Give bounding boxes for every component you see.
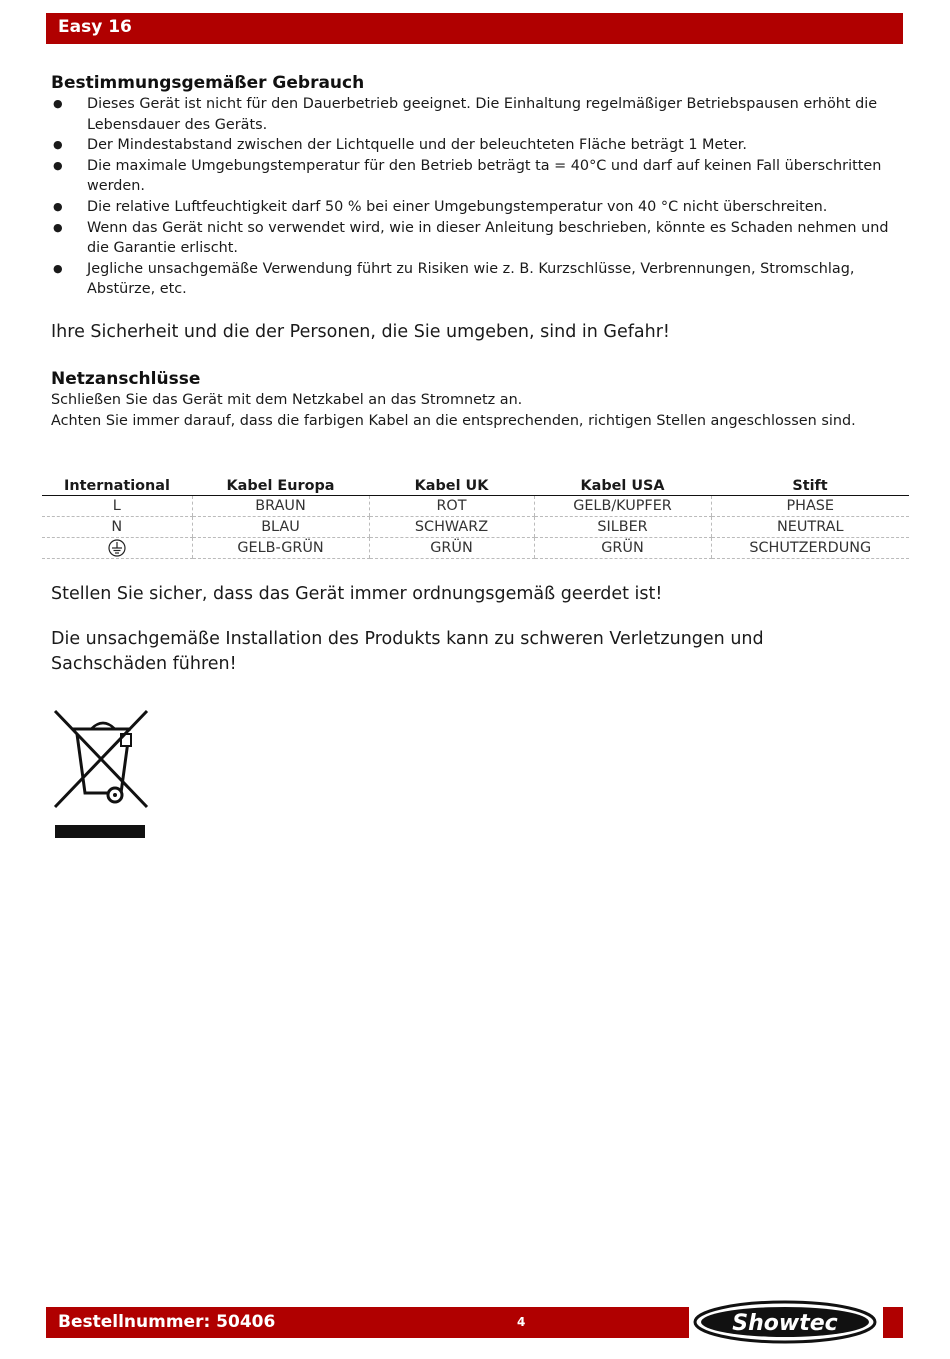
- table-cell: SCHWARZ: [369, 517, 534, 538]
- table-cell: BRAUN: [192, 496, 369, 517]
- ground-warning: Stellen Sie sicher, dass das Gerät immer ordnungsgemäß geerdet ist!: [51, 584, 663, 604]
- table-cell: [42, 538, 192, 559]
- ground-icon: [108, 539, 126, 557]
- table-cell: NEUTRAL: [711, 517, 909, 538]
- table-cell: PHASE: [711, 496, 909, 517]
- crossed-out-wheelie-bin-icon: [51, 707, 151, 839]
- bullet-text: Der Mindestabstand zwischen der Lichtquelle und der beleuchteten Fläche beträgt 1 Meter.: [87, 137, 747, 154]
- installation-warning: Die unsachgemäße Installation des Produkts kann zu schweren Verletzungen und Sachschäden führen!: [51, 629, 764, 674]
- table-cell: GRÜN: [534, 538, 711, 559]
- section-heading-usage: Bestimmungsgemäßer Gebrauch: [51, 73, 365, 93]
- table-cell: BLAU: [192, 517, 369, 538]
- bullet-icon: ●: [53, 138, 63, 152]
- safety-warning: Ihre Sicherheit und die der Personen, die Sie umgeben, sind in Gefahr!: [51, 321, 670, 342]
- mains-cable-note: Achten Sie immer darauf, dass die farbigen Kabel an die entsprechenden, richtigen Stellen angeschlossen sind.: [51, 412, 856, 429]
- mains-instruction: Schließen Sie das Gerät mit dem Netzkabel an das Stromnetz an.: [51, 391, 523, 408]
- list-item: [51, 156, 911, 197]
- bullet-icon: ●: [53, 261, 63, 275]
- table-cell: SCHUTZERDUNG: [711, 538, 909, 559]
- table-cell: ROT: [369, 496, 534, 517]
- bullet-icon: ●: [53, 158, 63, 172]
- usage-bullet-list: [51, 94, 911, 300]
- bullet-text: Dieses Gerät ist nicht für den Dauerbetrieb geeignet. Die Einhaltung regelmäßiger Betriebspausen erhöht die Lebensdauer des Geräts.: [87, 96, 878, 133]
- page-number: 4: [517, 1315, 526, 1329]
- table-cell: GRÜN: [369, 538, 534, 559]
- table-row: [42, 496, 909, 517]
- bullet-text: Jegliche unsachgemäße Verwendung führt zu Risiken wie z. B. Kurzschlüsse, Verbrennungen, Stromschlag, Abstürze, etc.: [87, 260, 855, 298]
- bullet-text: Die relative Luftfeuchtigkeit darf 50 % bei einer Umgebungstemperatur von 40 °C nicht überschreiten.: [87, 198, 828, 215]
- document-title: Easy 16: [58, 17, 132, 37]
- table-cell: GELB/KUPFER: [534, 496, 711, 517]
- list-item: [51, 259, 911, 300]
- footer-bar-end: [883, 1307, 903, 1338]
- table-cell: L: [42, 496, 192, 517]
- list-item: [51, 197, 911, 218]
- table-cell: N: [42, 517, 192, 538]
- list-item: [51, 218, 911, 259]
- column-header: Kabel UK: [369, 476, 534, 496]
- table-header-row: [42, 476, 909, 496]
- column-header: Kabel Europa: [192, 476, 369, 496]
- column-header: Kabel USA: [534, 476, 711, 496]
- bullet-text: Wenn das Gerät nicht so verwendet wird, wie in dieser Anleitung beschrieben, könnte es Schaden nehmen und die Garantie erlischt.: [87, 219, 889, 257]
- column-header: International: [42, 476, 192, 496]
- footer-bar: [46, 1307, 689, 1338]
- showtec-logo: [692, 1300, 878, 1344]
- column-header: Stift: [711, 476, 909, 496]
- main-content: [51, 72, 911, 431]
- bullet-icon: ●: [53, 97, 63, 110]
- list-item: [51, 94, 911, 135]
- order-number: Bestellnummer: 50406: [58, 1312, 276, 1332]
- bullet-icon: ●: [53, 220, 63, 234]
- table-cell: SILBER: [534, 517, 711, 538]
- section-heading-mains: Netzanschlüsse: [51, 368, 201, 389]
- table-row: [42, 538, 909, 559]
- list-item: [51, 135, 911, 156]
- svg-text:Showtec: Showtec: [732, 1311, 838, 1336]
- table-cell: GELB-GRÜN: [192, 538, 369, 559]
- header-bar: [46, 13, 903, 44]
- bullet-icon: ●: [53, 199, 63, 213]
- bullet-text: Die maximale Umgebungstemperatur für den Betrieb beträgt ta = 40°C und darf auf keinen Fall überschritten werden.: [87, 157, 882, 195]
- cable-color-table: [42, 476, 909, 559]
- table-row: [42, 517, 909, 538]
